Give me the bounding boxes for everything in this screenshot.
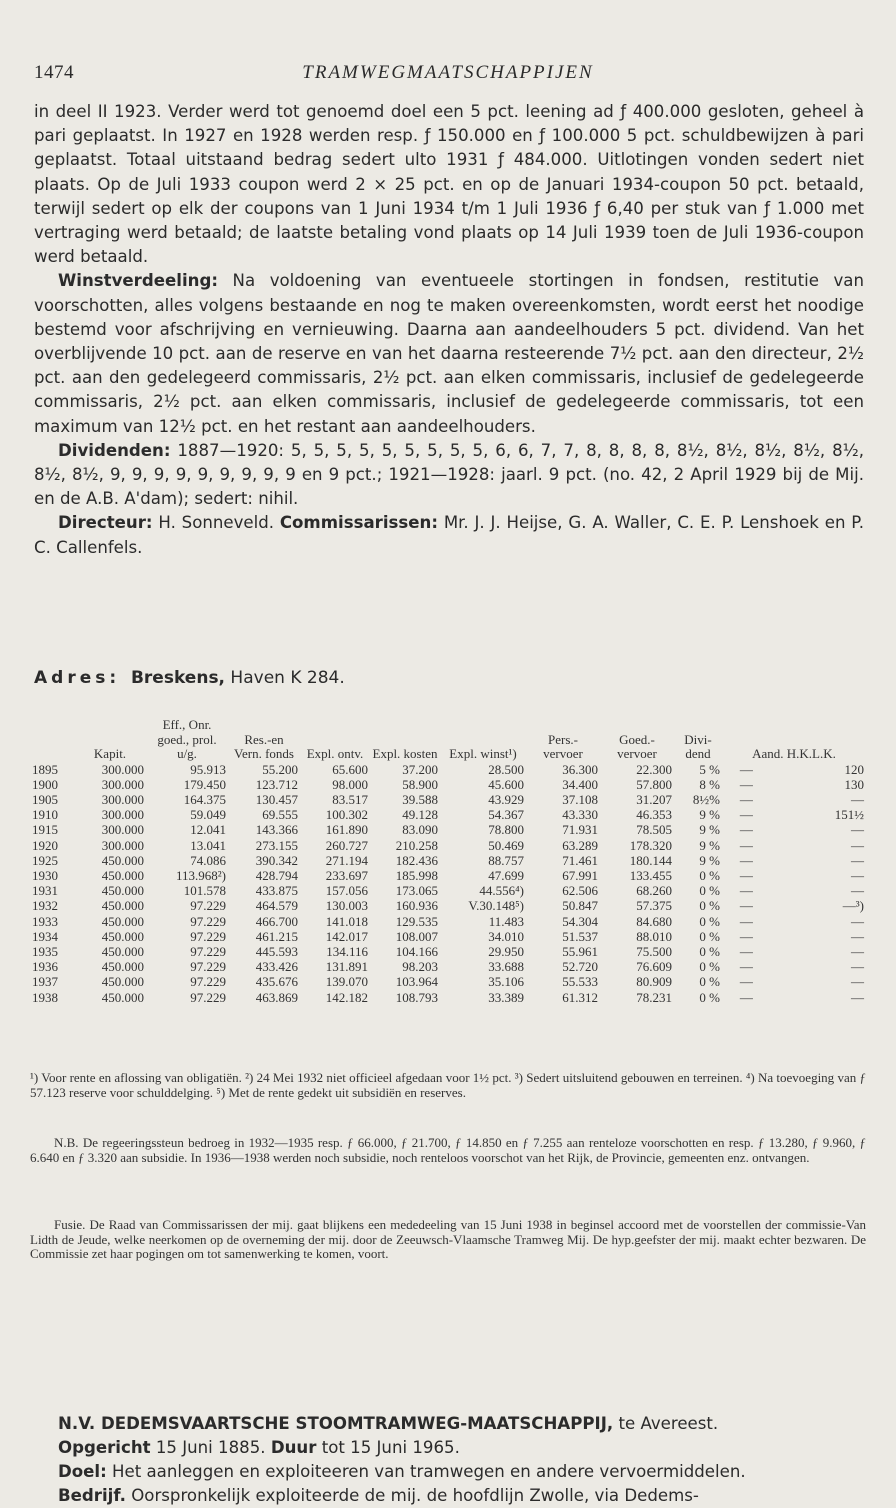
table-cell: 300.000 xyxy=(101,761,144,777)
table-cell: 143.366 xyxy=(255,822,298,838)
table-cell: 233.697 xyxy=(325,867,368,883)
table-cell: 97.229 xyxy=(190,913,226,929)
table-cell: 113.968²) xyxy=(176,867,226,883)
table-cell: 45.600 xyxy=(488,776,524,792)
table-cell: 39.588 xyxy=(402,791,438,807)
table-cell: 0 % xyxy=(699,898,720,914)
table-cell: — xyxy=(739,776,753,792)
body-text xyxy=(34,100,864,560)
table-cell: 43.330 xyxy=(562,807,598,823)
directeur-paragraph xyxy=(34,511,864,559)
table-cell: 58.900 xyxy=(402,776,438,792)
table-cell: 130 xyxy=(844,776,864,792)
table-cell: 0 % xyxy=(699,883,720,899)
table-cell: 390.342 xyxy=(255,852,298,868)
table-cell: 49.128 xyxy=(402,807,438,823)
table-cell: 47.699 xyxy=(488,867,524,883)
col-res: Res.-en Vern. fonds xyxy=(234,731,294,761)
table-cell: 67.991 xyxy=(562,867,598,883)
table-cell: 55.200 xyxy=(262,761,298,777)
table-cell: 59.049 xyxy=(190,807,226,823)
table-row xyxy=(30,883,866,898)
table-cell: 1937 xyxy=(32,974,58,990)
table-row xyxy=(30,822,866,837)
table-cell: 300.000 xyxy=(101,776,144,792)
table-cell: — xyxy=(739,943,753,959)
doel-line xyxy=(34,1460,864,1484)
doel-text: Het aanleggen en exploiteeren van tramwegen en andere vervoermiddelen. xyxy=(106,1462,746,1481)
table-cell: 28.500 xyxy=(488,761,524,777)
table-cell: 54.304 xyxy=(562,913,598,929)
table-cell: 9 % xyxy=(699,822,720,838)
table-cell: — xyxy=(739,883,753,899)
table-cell: 450.000 xyxy=(101,913,144,929)
table-cell: — xyxy=(851,883,864,899)
table-cell: 34.400 xyxy=(562,776,598,792)
col-goed: Goed.- vervoer xyxy=(617,731,657,761)
table-cell: 5 % xyxy=(699,761,720,777)
table-cell: — xyxy=(851,837,864,853)
table-row xyxy=(30,990,866,1005)
company-name: N.V. DEDEMSVAARTSCHE STOOMTRAMWEG-MAATSCHAPPIJ, xyxy=(58,1414,614,1433)
table-cell: 450.000 xyxy=(101,959,144,975)
col-expl-ontv: Expl. ontv. xyxy=(306,746,364,761)
table-cell: 1931 xyxy=(32,883,58,899)
table-cell: — xyxy=(851,867,864,883)
table-cell: 450.000 xyxy=(101,989,144,1005)
table-cell: — xyxy=(739,867,753,883)
table-row xyxy=(30,762,866,777)
table-cell: 98.203 xyxy=(402,959,438,975)
table-cell: 300.000 xyxy=(101,791,144,807)
intro-paragraph: in deel II 1923. Verder werd tot genoemd doel een 5 pct. leening ad ƒ 400.000 gesloten, geheel à pari geplaatst. In 1927 en 1928 werden resp. ƒ 150.000 en ƒ 100.000 5 pct. schuldbewijzen à pari geplaatst. Totaal uitstaand bedrag sedert ulto 1931 ƒ 484.000. Uitlotingen vonden sedert niet plaats. Op de Juli 1933 coupon werd 2 × 25 pct. en op de Januari 1934-coupon 50 pct. betaald, terwijl sedert op elk der coupons van 1 Juni 1934 t/m 1 Juli 1936 ƒ 6,40 per stuk van ƒ 1.000 met vertraging werd betaald; de laatste betaling vond plaats op 14 Juli 1939 toen de Juli 1936-coupon werd betaald. xyxy=(34,102,864,267)
company-place: te Avereest. xyxy=(613,1414,719,1433)
table-cell: 0 % xyxy=(699,913,720,929)
table-cell: 13.041 xyxy=(190,837,226,853)
table-cell: 450.000 xyxy=(101,943,144,959)
opgericht-text: 15 Juni 1885. xyxy=(150,1438,271,1457)
table-cell: 1895 xyxy=(32,761,58,777)
table-cell: 22.300 xyxy=(636,761,672,777)
directeur-label: Directeur: xyxy=(58,513,153,533)
table-row xyxy=(30,807,866,822)
table-cell: 1910 xyxy=(32,807,58,823)
commissarissen-label: Commissarissen: xyxy=(279,513,438,533)
table-cell: 35.106 xyxy=(488,974,524,990)
dividenden-paragraph xyxy=(34,439,864,512)
table-cell: 300.000 xyxy=(101,807,144,823)
table-cell: 450.000 xyxy=(101,852,144,868)
table-cell: 1934 xyxy=(32,928,58,944)
col-pers: Pers.- vervoer xyxy=(543,731,583,761)
table-cell: 95.913 xyxy=(190,761,226,777)
table-cell: 139.070 xyxy=(325,974,368,990)
table-cell: — xyxy=(739,837,753,853)
table-cell: 83.517 xyxy=(332,791,368,807)
table-cell: 97.229 xyxy=(190,989,226,1005)
table-cell: — xyxy=(739,852,753,868)
table-cell: 11.483 xyxy=(488,913,524,929)
col-aand: Aand. H.K.L.K. xyxy=(752,746,836,761)
table-cell: 133.455 xyxy=(629,867,672,883)
table-cell: 445.593 xyxy=(255,943,298,959)
table-cell: 9 % xyxy=(699,837,720,853)
table-cell: 1930 xyxy=(32,867,58,883)
table-cell: 1935 xyxy=(32,943,58,959)
table-cell: 36.300 xyxy=(562,761,598,777)
company-heading xyxy=(34,1412,864,1436)
table-cell: 9 % xyxy=(699,852,720,868)
table-row xyxy=(30,868,866,883)
table-cell: 210.258 xyxy=(395,837,438,853)
table-cell: 120 xyxy=(844,761,864,777)
table-cell: 29.950 xyxy=(488,943,524,959)
table-cell: 450.000 xyxy=(101,974,144,990)
table-cell: 435.676 xyxy=(255,974,298,990)
table-cell: 55.533 xyxy=(562,974,598,990)
table-row xyxy=(30,838,866,853)
table-cell: 129.535 xyxy=(395,913,438,929)
col-eff: Eff., Onr. goed., prol. u/g. xyxy=(157,717,217,761)
table-row xyxy=(30,792,866,807)
table-cell: 273.155 xyxy=(255,837,298,853)
table-cell: 450.000 xyxy=(101,928,144,944)
table-cell: 75.500 xyxy=(636,943,672,959)
table-cell: — xyxy=(739,928,753,944)
table-cell: 57.375 xyxy=(636,898,672,914)
fusie-note xyxy=(30,1218,866,1262)
table-cell: 1936 xyxy=(32,959,58,975)
table-cell: 1938 xyxy=(32,989,58,1005)
table-cell: 157.056 xyxy=(325,883,368,899)
table-cell: 97.229 xyxy=(190,928,226,944)
table-cell: 51.537 xyxy=(562,928,598,944)
table-cell: 54.367 xyxy=(488,807,524,823)
duur-label: Duur xyxy=(270,1438,317,1457)
table-cell: 134.116 xyxy=(326,943,368,959)
table-cell: 466.700 xyxy=(255,913,298,929)
table-row xyxy=(30,944,866,959)
table-cell: — xyxy=(739,974,753,990)
table-cell: 1932 xyxy=(32,898,58,914)
table-cell: 464.579 xyxy=(255,898,298,914)
table-cell: — xyxy=(851,852,864,868)
table-cell: 178.320 xyxy=(629,837,672,853)
table-cell: 44.556⁴) xyxy=(479,883,524,899)
table-cell: 123.712 xyxy=(255,776,298,792)
table-cell: 97.229 xyxy=(190,959,226,975)
col-expl-kosten: Expl. kosten xyxy=(372,746,438,761)
table-cell: 76.609 xyxy=(636,959,672,975)
table-cell: 1933 xyxy=(32,913,58,929)
table-cell: 179.450 xyxy=(183,776,226,792)
table-cell: 160.936 xyxy=(395,898,438,914)
table-cell: 8 % xyxy=(699,776,720,792)
table-cell: 46.353 xyxy=(636,807,672,823)
table-row xyxy=(30,777,866,792)
directeur-text: H. Sonneveld. xyxy=(152,513,280,533)
table-footnotes xyxy=(30,1071,866,1100)
nb-note xyxy=(30,1136,866,1165)
table-cell: 100.302 xyxy=(325,807,368,823)
table-cell: 180.144 xyxy=(629,852,672,868)
table-cell: 0 % xyxy=(699,989,720,1005)
table-cell: — xyxy=(739,761,753,777)
table-cell: — xyxy=(739,959,753,975)
table-cell: 185.998 xyxy=(395,867,438,883)
table-cell: 65.600 xyxy=(332,761,368,777)
table-cell: 450.000 xyxy=(101,883,144,899)
table-cell: 0 % xyxy=(699,928,720,944)
adres-text: Haven K 284. xyxy=(225,668,345,688)
bedrijf-label: Bedrijf. xyxy=(58,1486,126,1505)
bedrijf-line xyxy=(34,1484,864,1508)
bedrijf-text: Oorspronkelijk exploiteerde de mij. de hoofdlijn Zwolle, via Dedems- xyxy=(125,1486,699,1505)
table-cell: 182.436 xyxy=(395,852,438,868)
opgericht-label: Opgericht xyxy=(58,1438,151,1457)
table-cell: 0 % xyxy=(699,974,720,990)
page-header xyxy=(34,62,862,88)
page-number: 1474 xyxy=(34,62,74,83)
table-cell: 37.200 xyxy=(402,761,438,777)
table-cell: 428.794 xyxy=(255,867,298,883)
table-cell: 0 % xyxy=(699,943,720,959)
table-cell: 83.090 xyxy=(402,822,438,838)
winstverdeeling-label: Winstverdeeling: xyxy=(58,271,218,291)
winstverdeeling-paragraph xyxy=(34,269,864,438)
table-cell: — xyxy=(851,989,864,1005)
col-year xyxy=(30,718,74,762)
table-cell: — xyxy=(851,974,864,990)
footnotes-text: ¹) Voor rente en aflossing van obligatiën. ²) 24 Mei 1932 niet officieel afgedaan voor 1½ pct. ³) Sedert uitsluitend gebouwen en terreinen. ⁴) Na toevoeging van ƒ 57.123 reserve voor schulddelging. ⁵) Met de rente gedekt uit subsidiën en reserves. xyxy=(30,1070,866,1100)
nb-text: N.B. De regeeringssteun bedroeg in 1932—1935 resp. ƒ 66.000, ƒ 21.700, ƒ 14.850 en ƒ 7.255 aan renteloze voorschotten en resp. ƒ 13.280, ƒ 9.960, ƒ 6.640 en ƒ 3.320 aan subsidie. In 1936—1938 werden noch subsidie, noch renteloos voorschot van het Rijk, de Provincie, gemeenten enz. ontvangen. xyxy=(30,1135,866,1165)
table-cell: 50.469 xyxy=(488,837,524,853)
table-cell: — xyxy=(739,989,753,1005)
table-cell: 1905 xyxy=(32,791,58,807)
table-cell: 33.688 xyxy=(488,959,524,975)
commissarissen-text: Mr. J. J. Heijse, G. A. Waller, C. E. P. Lenshoek en P. C. Callenfels. xyxy=(34,513,864,557)
table-cell: 34.010 xyxy=(488,928,524,944)
table-cell: 300.000 xyxy=(101,837,144,853)
table-cell: 97.229 xyxy=(190,974,226,990)
adres-label: Adres: xyxy=(34,668,121,688)
table-cell: 61.312 xyxy=(562,989,598,1005)
fusie-text: Fusie. De Raad van Commissarissen der mij. gaat blijkens een mededeeling van 15 Juni 1938 in beginsel accoord met de voorstellen der commissie-Van Lidth de Jeude, welke neerkomen op de overneming der mij. door de Zeeuwsch-Vlaamsche Tramweg Mij. De hyp.geefster der mij. maakt echter bezwaren. De Commissie zet haar pogingen om tot samenwerking te komen, voort. xyxy=(30,1217,866,1261)
table-cell: 164.375 xyxy=(183,791,226,807)
table-cell: 84.680 xyxy=(636,913,672,929)
duur-text: tot 15 Juni 1965. xyxy=(316,1438,460,1457)
table-cell: 74.086 xyxy=(190,852,226,868)
table-cell: 31.207 xyxy=(636,791,672,807)
table-cell: 260.727 xyxy=(325,837,368,853)
table-cell: 450.000 xyxy=(101,898,144,914)
table-cell: 52.720 xyxy=(562,959,598,975)
col-divi: Divi- dend xyxy=(684,731,712,761)
table-cell: 450.000 xyxy=(101,867,144,883)
table-cell: 78.800 xyxy=(488,822,524,838)
table-cell: 0 % xyxy=(699,959,720,975)
table-cell: 461.215 xyxy=(255,928,298,944)
table-cell: 97.229 xyxy=(190,943,226,959)
table-cell: 463.869 xyxy=(255,989,298,1005)
table-cell: — xyxy=(851,928,864,944)
table-cell: 300.000 xyxy=(101,822,144,838)
table-cell: — xyxy=(739,898,753,914)
table-cell: 9 % xyxy=(699,807,720,823)
table-cell: 8½% xyxy=(692,791,720,807)
table-cell: 1925 xyxy=(32,852,58,868)
table-cell: 43.929 xyxy=(488,791,524,807)
table-cell: 271.194 xyxy=(325,852,368,868)
table-cell: 88.757 xyxy=(488,852,524,868)
dividenden-text: 1887—1920: 5, 5, 5, 5, 5, 5, 5, 5, 5, 6, 6, 7, 7, 8, 8, 8, 8, 8½, 8½, 8½, 8½, 8½, 8½, 8½, 9, 9, 9, 9, 9, 9, 9, 9, 9 en 9 pct.; 1921—1928: jaarl. 9 pct. (no. 42, 2 April 1929 bij de Mij. en de A.B. A'dam); sedert: nihil. xyxy=(34,440,864,509)
adres-place: Breskens, xyxy=(130,668,226,688)
table-cell: 101.578 xyxy=(183,883,226,899)
table-cell: 62.506 xyxy=(562,883,598,899)
table-cell: 130.003 xyxy=(325,898,368,914)
table-cell: 63.289 xyxy=(562,837,598,853)
table-cell: 1915 xyxy=(32,822,58,838)
table-cell: — xyxy=(739,791,753,807)
col-expl-winst: Expl. winst¹) xyxy=(449,746,517,761)
table-cell: 69.555 xyxy=(262,807,298,823)
table-cell: 151½ xyxy=(834,807,864,823)
table-cell: 161.890 xyxy=(325,822,368,838)
adres-line xyxy=(34,668,345,688)
table-cell: 103.964 xyxy=(395,974,438,990)
doel-label: Doel: xyxy=(58,1462,107,1481)
table-cell: — xyxy=(739,822,753,838)
table-row xyxy=(30,974,866,989)
table-cell: 0 % xyxy=(699,867,720,883)
table-cell: 71.931 xyxy=(562,822,598,838)
table-cell: 1900 xyxy=(32,776,58,792)
opgericht-line xyxy=(34,1436,864,1460)
table-cell: 78.231 xyxy=(636,989,672,1005)
running-title: TRAMWEGMAATSCHAPPIJEN xyxy=(302,62,594,83)
table-cell: 50.847 xyxy=(562,898,598,914)
table-cell: — xyxy=(739,807,753,823)
table-cell: — xyxy=(851,943,864,959)
table-cell: 173.065 xyxy=(395,883,438,899)
table-cell: 104.166 xyxy=(395,943,438,959)
table-cell: —³) xyxy=(842,898,864,914)
table-cell: 1920 xyxy=(32,837,58,853)
table-cell: 68.260 xyxy=(636,883,672,899)
table-cell: 12.041 xyxy=(190,822,226,838)
table-cell: V.30.148⁵) xyxy=(468,898,524,914)
company-entry xyxy=(34,1412,864,1508)
table-cell: 142.182 xyxy=(325,989,368,1005)
table-cell: 130.457 xyxy=(255,791,298,807)
table-cell: — xyxy=(851,913,864,929)
table-cell: 33.389 xyxy=(488,989,524,1005)
dividenden-label: Dividenden: xyxy=(58,440,171,460)
table-cell: 108.007 xyxy=(395,928,438,944)
table-cell: 88.010 xyxy=(636,928,672,944)
table-cell: 108.793 xyxy=(395,989,438,1005)
table-cell: 142.017 xyxy=(325,928,368,944)
table-row xyxy=(30,929,866,944)
table-row xyxy=(30,898,866,913)
table-header-row xyxy=(30,718,866,762)
col-kapit: Kapit. xyxy=(93,746,127,761)
table-cell: — xyxy=(851,822,864,838)
table-row xyxy=(30,959,866,974)
table-cell: 57.800 xyxy=(636,776,672,792)
table-cell: 141.018 xyxy=(325,913,368,929)
table-cell: 80.909 xyxy=(636,974,672,990)
table-cell: — xyxy=(739,913,753,929)
table-cell: 37.108 xyxy=(562,791,598,807)
table-cell: 98.000 xyxy=(332,776,368,792)
table-cell: 131.891 xyxy=(325,959,368,975)
table-cell: 78.505 xyxy=(636,822,672,838)
table-cell: 433.875 xyxy=(255,883,298,899)
winstverdeeling-text: Na voldoening van eventueele stortingen in fondsen, restitutie van voorschotten, alles volgens bestaande en nog te maken overeenkomsten, wordt eerst het noodige bestemd voor afschrijving en vernieuwing. Daarna aan aandeelhouders 5 pct. dividend. Van het overblijvende 10 pct. aan de reserve en van het daarna resteerende 7½ pct. aan den directeur, 2½ pct. aan den gedelegeerd commissaris, 2½ pct. aan elken commissaris, inclusief de gedelegeerde commissaris, 2½ pct. aan elken commissaris, inclusief de gedelegeerde commissaris, tot een maximum van 12½ pct. en het restant aan aandeelhouders. xyxy=(34,271,864,436)
table-cell: — xyxy=(851,791,864,807)
table-row xyxy=(30,914,866,929)
table-cell: 71.461 xyxy=(562,852,598,868)
table-cell: 97.229 xyxy=(190,898,226,914)
table-cell: 55.961 xyxy=(562,943,598,959)
table-row xyxy=(30,853,866,868)
financial-table xyxy=(30,718,866,1005)
table-cell: 433.426 xyxy=(255,959,298,975)
table-cell: — xyxy=(851,959,864,975)
